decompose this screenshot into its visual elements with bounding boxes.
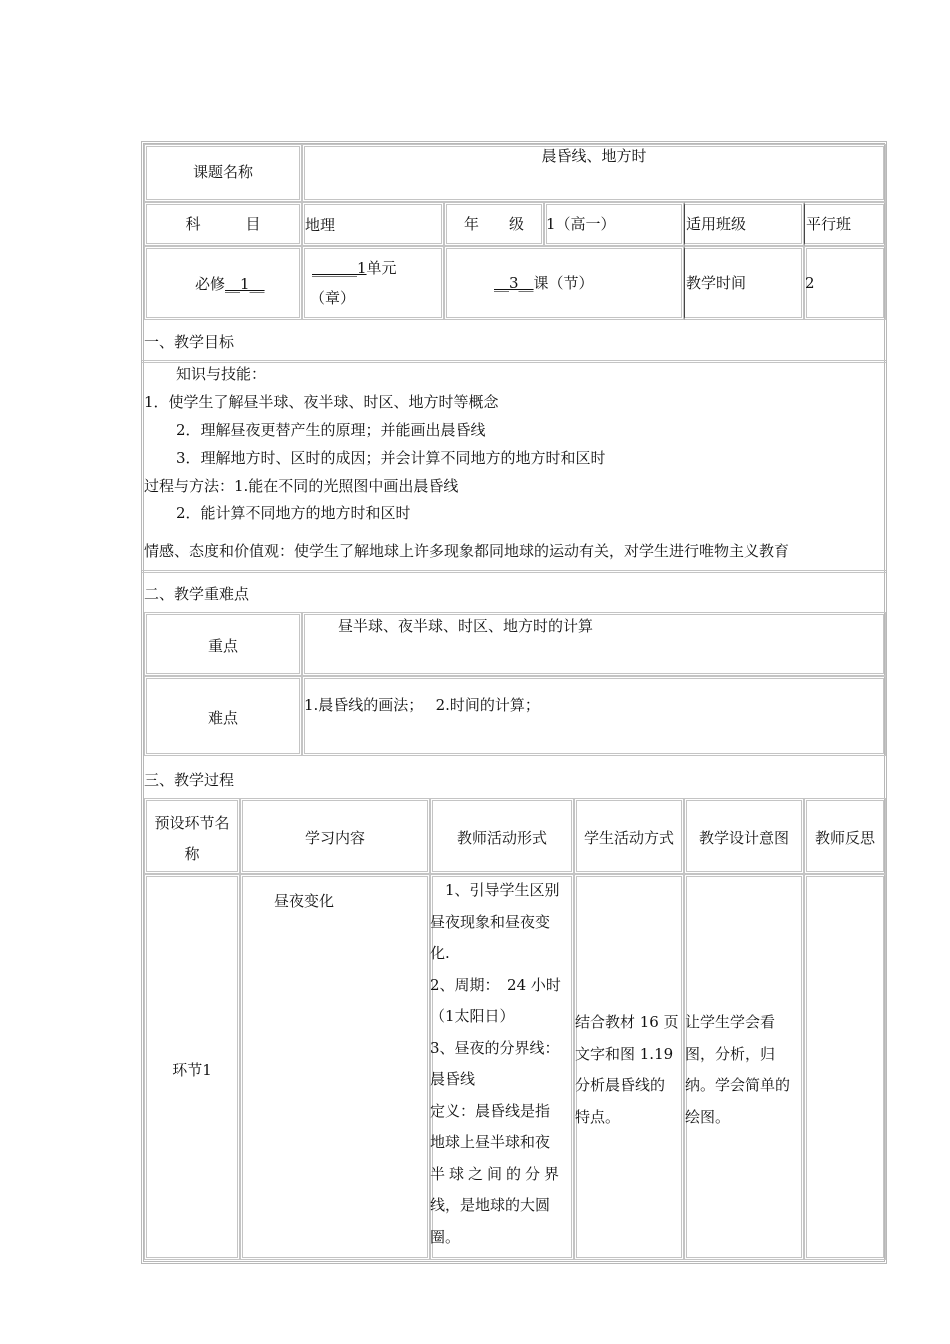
student-line: 文字和图 1.19: [575, 1044, 674, 1063]
goal-line-2: 1．使学生了解昼半球、夜半球、时区、地方时等概念: [144, 393, 499, 411]
course-value: 晨昏线、地方时: [541, 147, 647, 165]
class-value: 平行班: [806, 215, 852, 233]
required-prefix: 必修: [195, 275, 226, 293]
key-value: 昼半球、夜半球、时区、地方时的计算: [338, 617, 594, 635]
student-line: 分析晨昏线的: [575, 1076, 666, 1094]
col-reflect-header: 教师反思: [814, 829, 875, 847]
unit-chapter: （章）: [310, 289, 356, 307]
design-cell: [684, 874, 804, 1260]
time-value-cell: [804, 246, 886, 320]
unit-text: [312, 258, 397, 278]
teacher-line: （1太阳日）: [430, 1007, 515, 1025]
student-line: 结合教材 16 页: [575, 1013, 679, 1031]
teacher-line: 圈。: [430, 1227, 461, 1246]
teacher-line: 半球之间的分界: [430, 1164, 564, 1183]
goals-title: 一、教学目标: [144, 333, 235, 351]
lesson-blank: __3__: [494, 274, 534, 292]
difficulties-title: 二、教学重难点: [144, 585, 250, 603]
reflect-cell: [804, 874, 886, 1260]
teacher-line: 地球上昼半球和夜: [430, 1133, 551, 1151]
teacher-line: 1、引导学生区别: [430, 881, 560, 899]
required-value: __1__: [225, 275, 265, 293]
unit-blank: ______1: [312, 259, 367, 277]
subject-label: 科 目: [185, 215, 261, 233]
process-title: 三、教学过程: [144, 771, 235, 789]
lesson-suffix: 课（节）: [533, 274, 594, 292]
subject-value: 地理: [305, 216, 336, 234]
difficulties-top-divider: [142, 570, 886, 573]
required-text: [195, 274, 265, 294]
design-line: 绘图。: [685, 1107, 731, 1126]
col-teacher-header: 教师活动形式: [456, 829, 547, 847]
design-line: 图，分析，归: [685, 1044, 776, 1063]
time-value: 2: [805, 274, 815, 292]
col-stage-header-line1: 预设环节名: [154, 814, 230, 832]
col-content-header: 学习内容: [304, 829, 365, 847]
teacher-line: 3、昼夜的分界线：: [430, 1038, 560, 1057]
col-student-header: 学生活动方式: [583, 829, 674, 847]
goal-line-3: 2．理解昼夜更替产生的原理；并能画出晨昏线: [176, 421, 486, 439]
unit-suffix: 单元: [366, 259, 397, 277]
col-design-header: 教学设计意图: [698, 829, 789, 847]
hard-value-cell: [302, 676, 886, 756]
lesson-text: [494, 273, 594, 293]
content-value: 昼夜变化: [274, 892, 335, 910]
hard-label: 难点: [207, 709, 238, 727]
goal-line-1: 知识与技能：: [176, 365, 267, 383]
grade-value: 1（高一）: [546, 215, 616, 233]
stage-value: 环节1: [172, 1061, 212, 1079]
design-line: 纳。学会简单的: [685, 1076, 791, 1094]
time-label: 教学时间: [686, 274, 747, 292]
teacher-line: 晨昏线: [430, 1070, 476, 1088]
student-cell: [574, 874, 684, 1260]
teacher-line: 2、周期： 24 小时: [430, 975, 561, 994]
goal-line-5: 过程与方法：1.能在不同的光照图中画出晨昏线: [144, 477, 459, 495]
hard-value: 1.晨昏线的画法； 2.时间的计算；: [304, 696, 540, 714]
teacher-line: 线，是地球的大圆: [430, 1196, 551, 1214]
teacher-line: 化.: [430, 944, 450, 962]
teacher-line: 昼夜现象和昼夜变: [430, 912, 551, 931]
content-cell: [240, 874, 430, 1260]
goal-line-6: 2．能计算不同地方的地方时和区时: [176, 504, 411, 522]
key-label: 重点: [207, 637, 238, 655]
col-stage-header-line2: 称: [184, 845, 200, 863]
goal-line-4: 3．理解地方时、区时的成因；并会计算不同地方的地方时和区时: [176, 449, 606, 467]
course-label: 课题名称: [192, 163, 253, 181]
design-line: 让学生学会看: [685, 1013, 776, 1031]
class-label: 适用班级: [686, 215, 747, 233]
grade-label: 年 级: [463, 215, 524, 233]
teacher-line: 定义：晨昏线是指: [430, 1101, 551, 1120]
student-line: 特点。: [575, 1107, 621, 1126]
goal-line-7: 情感、态度和价值观：使学生了解地球上许多现象都同地球的运动有关，对学生进行唯物主义教育: [144, 542, 790, 560]
